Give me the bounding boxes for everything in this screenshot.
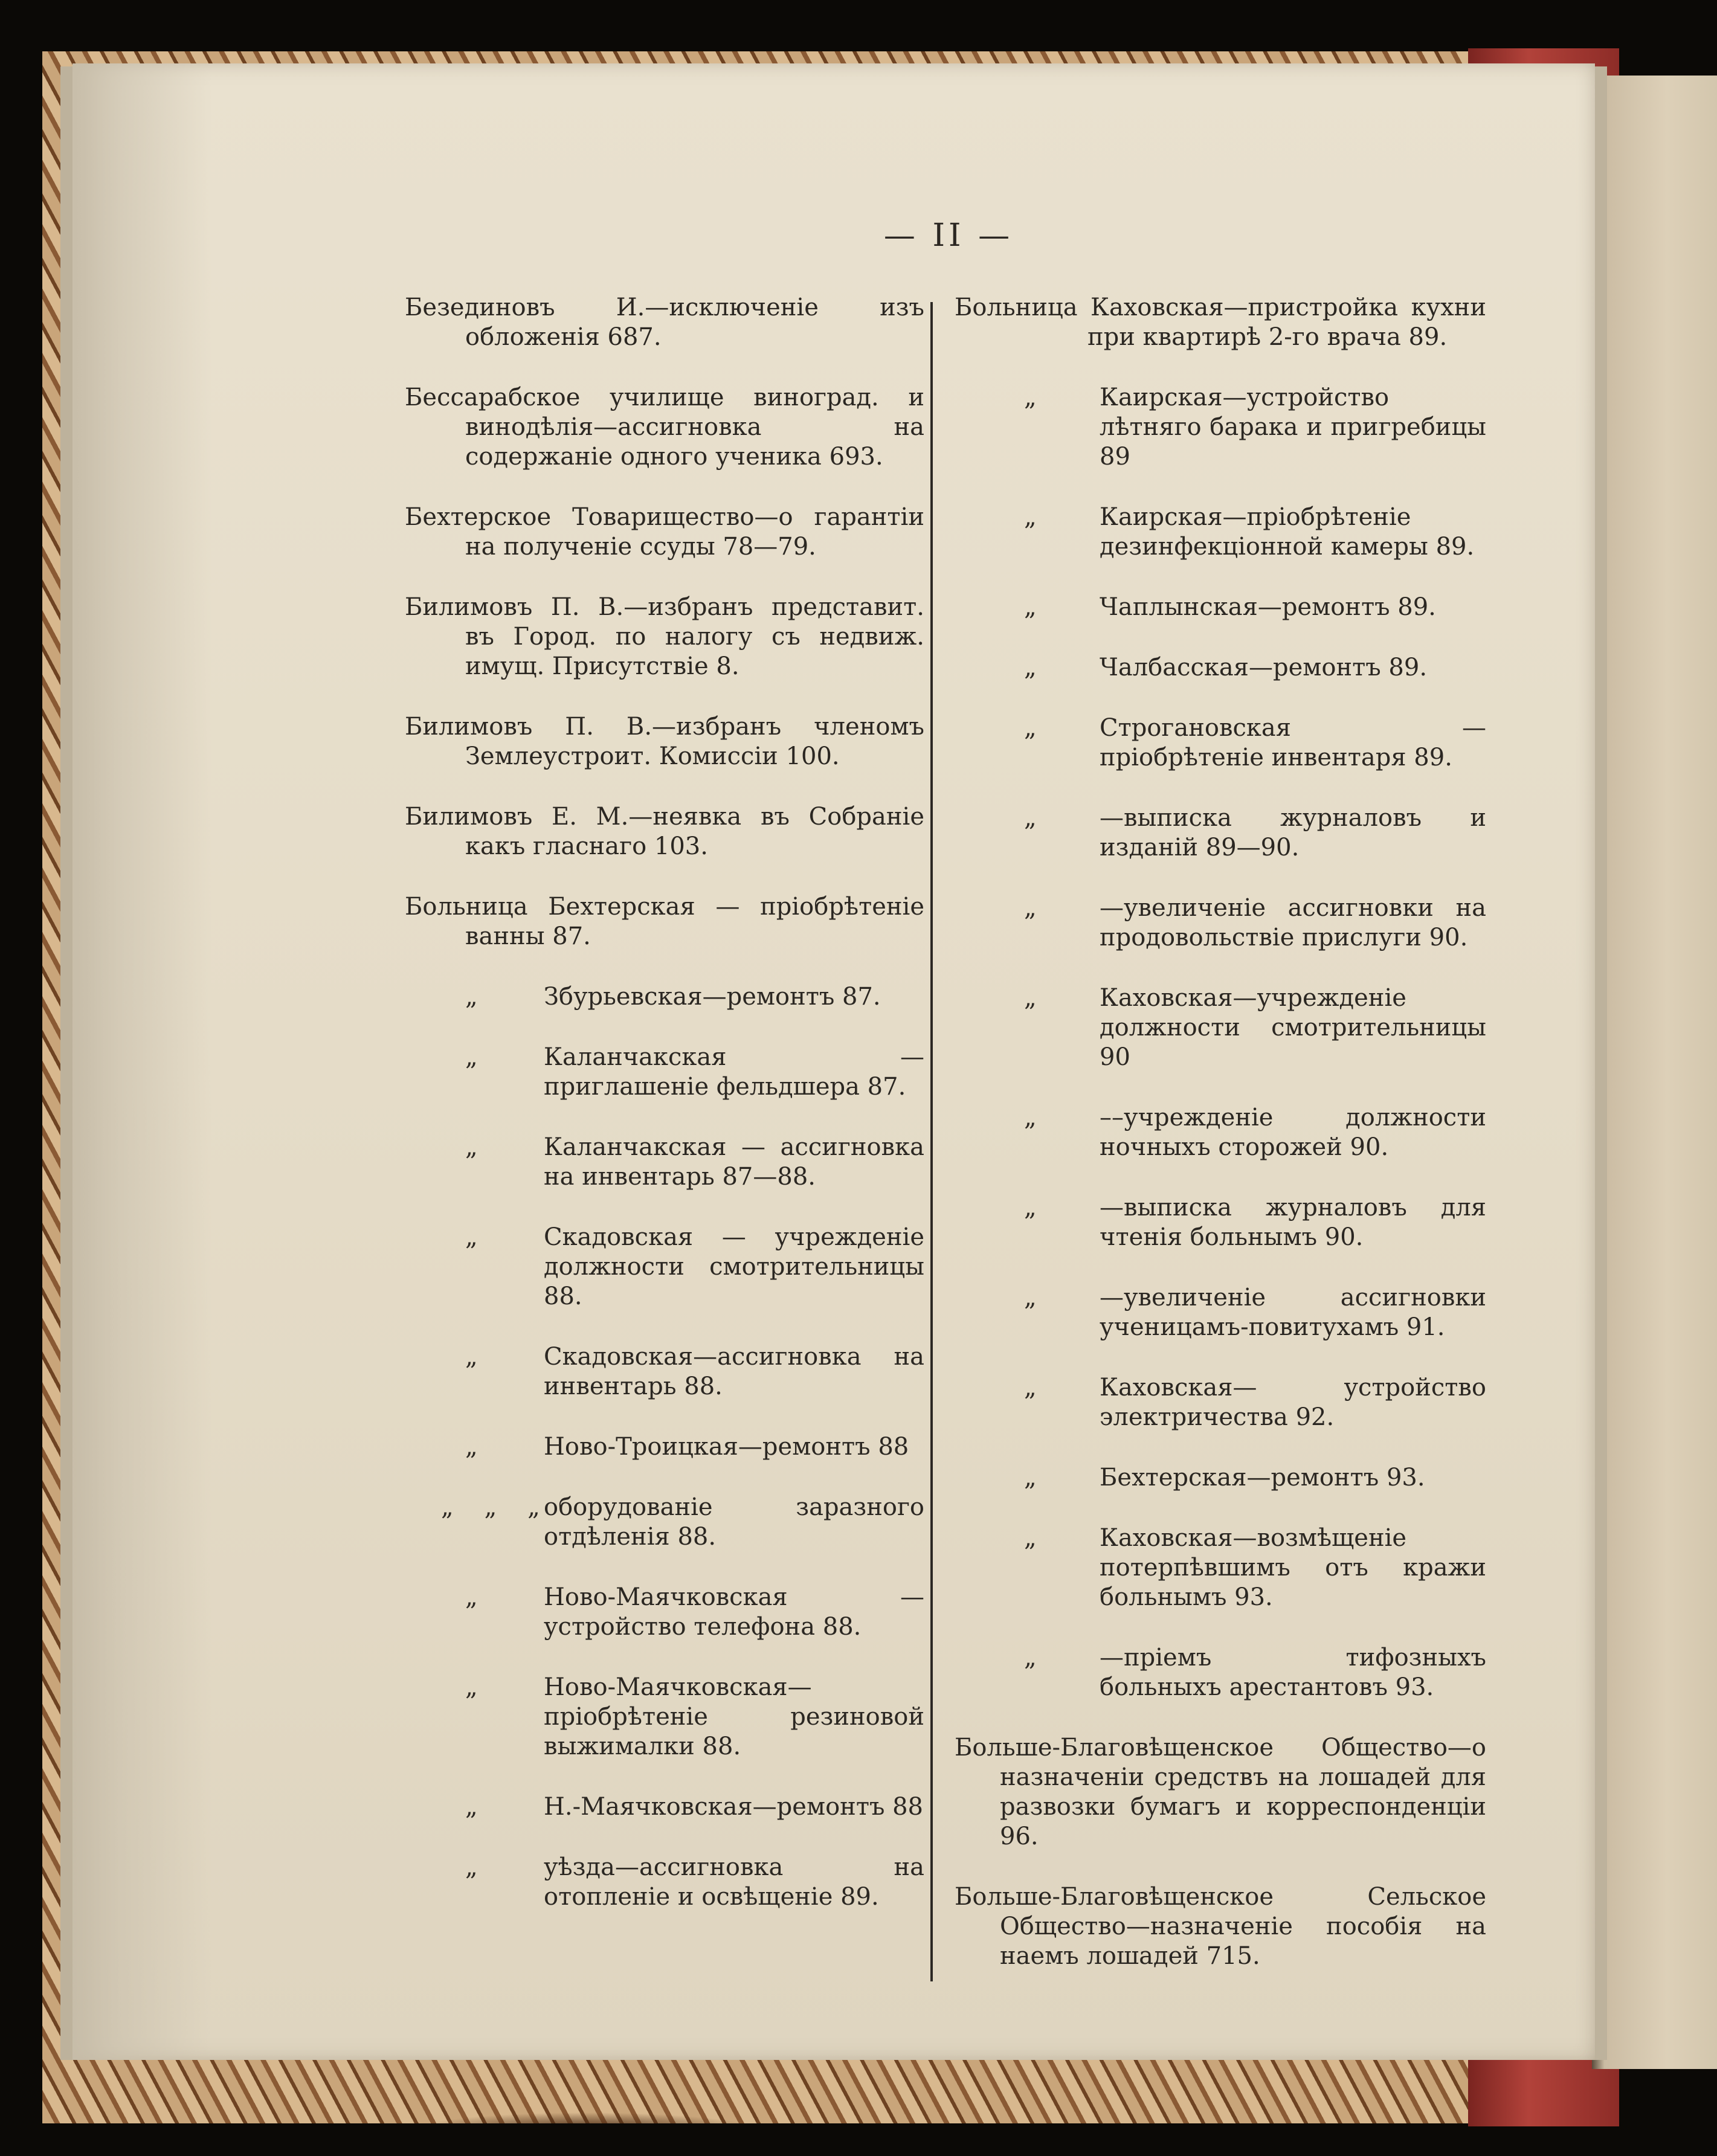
ditto-mark: „	[465, 1223, 478, 1251]
ditto-mark: „	[1024, 1374, 1037, 1401]
index-subentry	[405, 1342, 924, 1401]
index-subentry	[955, 1463, 1486, 1493]
ditto-mark: „	[1024, 1644, 1037, 1672]
index-subentry	[405, 1493, 924, 1552]
index-subentry	[955, 713, 1486, 773]
subentry-text: оборудованіе заразного отдѣленія 88.	[544, 1493, 924, 1551]
index-subentry	[405, 1853, 924, 1912]
subentry-text: Каирская—пріобрѣтеніе дезинфекціонной камеры 89.	[1100, 503, 1475, 561]
column-divider	[930, 302, 933, 1981]
ditto-mark: „	[465, 1343, 478, 1371]
subentry-text: Каховская— устройство электричества 92.	[1100, 1374, 1486, 1431]
ditto-mark: „ „ „	[441, 1493, 540, 1521]
ditto-mark: „	[1024, 503, 1037, 531]
index-entry: Билимовъ П. В.—избранъ членомъ Землеустроит. Комиссіи 100.	[405, 713, 924, 770]
facing-page-edge	[1592, 76, 1717, 2069]
subentry-text: Скадовская—ассигновка на инвентарь 88.	[544, 1343, 924, 1400]
ditto-mark: „	[465, 1793, 478, 1821]
subentry-text: —пріемъ тифозныхъ больныхъ арестантовъ 93.	[1100, 1644, 1486, 1701]
index-subentry	[955, 893, 1486, 953]
index-subentry	[955, 803, 1486, 863]
subentry-text: —выписка журналовъ для чтенія больнымъ 90.	[1100, 1194, 1486, 1251]
index-subentry	[405, 1043, 924, 1102]
ditto-mark: „	[1024, 1194, 1037, 1221]
index-subentry	[405, 1792, 924, 1822]
index-subentry	[955, 1103, 1486, 1162]
subentry-text: Ново-Маячковская—пріобрѣтеніе резиновой выжималки 88.	[544, 1673, 924, 1760]
index-subentry	[955, 1373, 1486, 1432]
ditto-mark: „	[1024, 1464, 1037, 1492]
index-subentry	[405, 1583, 924, 1642]
subentry-text: Каланчакская — ассигновка на инвентарь 87—88.	[544, 1133, 924, 1191]
subentry-text: Ново-Маячковская —устройство телефона 88.	[544, 1583, 924, 1641]
subentry-text: Скадовская — учрежденіе должности смотрительницы 88.	[544, 1223, 924, 1310]
ditto-mark: „	[465, 1433, 478, 1461]
index-entry: Билимовъ П. В.—избранъ представит. въ Город. по налогу съ недвиж. имущ. Присутствіе 8.	[405, 593, 924, 680]
subentry-text: ––учрежденіе должности ночныхъ сторожей 90.	[1100, 1104, 1486, 1161]
ditto-mark: „	[465, 1673, 478, 1701]
index-entry: Бехтерское Товарищество—о гарантіи на полученіе ссуды 78—79.	[405, 503, 924, 561]
page-shadow	[72, 63, 211, 2060]
left-column	[405, 293, 924, 1943]
ditto-mark: „	[465, 1853, 478, 1881]
index-subentry	[955, 1283, 1486, 1342]
subentry-text: —выписка журналовъ и изданій 89—90.	[1100, 804, 1486, 861]
ditto-mark: „	[1024, 1104, 1037, 1131]
subentry-text: Збурьевская—ремонтъ 87.	[544, 983, 881, 1011]
index-subentry	[955, 1643, 1486, 1702]
ditto-mark: „	[1024, 894, 1037, 922]
subentry-text: Бехтерская—ремонтъ 93.	[1100, 1464, 1425, 1492]
index-subentry	[405, 1223, 924, 1311]
index-subentry	[955, 1524, 1486, 1612]
subentry-text: Чаплынская—ремонтъ 89.	[1100, 593, 1436, 621]
subentry-text: Каирская—устройство лѣтняго барака и пригребицы 89	[1100, 384, 1486, 471]
index-subentry	[405, 1673, 924, 1762]
ditto-mark: „	[1024, 1524, 1037, 1552]
subentry-text: Чалбасская—ремонтъ 89.	[1100, 654, 1428, 681]
index-entry: Билимовъ Е. М.—неявка въ Собраніе какъ гласнаго 103.	[405, 803, 924, 860]
index-subentry	[955, 1193, 1486, 1252]
index-entry: Бессарабское училище виноград. и винодѣлія—ассигновка на содержаніе одного ученика 693.	[405, 384, 924, 471]
index-subentry	[955, 593, 1486, 622]
ditto-mark: „	[1024, 714, 1037, 742]
index-entry: Безединовъ И.—исключеніе изъ обложенія 687.	[405, 294, 924, 351]
subentry-text: —увеличеніе ассигновки на продовольствіе прислуги 90.	[1100, 894, 1486, 951]
ditto-mark: „	[465, 1043, 478, 1071]
index-subentry	[955, 983, 1486, 1072]
subentry-text: Каховская—возмѣщеніе потерпѣвшимъ отъ кражи больнымъ 93.	[1100, 1524, 1486, 1611]
ditto-mark: „	[1024, 804, 1037, 832]
index-subentry	[405, 1133, 924, 1192]
ditto-mark: „	[1024, 384, 1037, 411]
index-subentry	[405, 1432, 924, 1462]
index-subentry	[955, 503, 1486, 562]
index-entry: Больница Бехтерская — пріобрѣтеніе ванны 87.	[405, 893, 924, 950]
index-entry: Больше-Благовѣщенское Сельское Общество—назначеніе пособія на наемъ лошадей 715.	[955, 1883, 1486, 1970]
ditto-mark: „	[1024, 1284, 1037, 1311]
subentry-text: уѣзда—ассигновка на отопленіе и освѣщеніе 89.	[544, 1853, 924, 1911]
subentry-text: Каховская—учрежденіе должности смотрительницы 90	[1100, 984, 1486, 1071]
ditto-mark: „	[465, 1583, 478, 1611]
ditto-mark: „	[1024, 654, 1037, 681]
ditto-mark: „	[1024, 593, 1037, 621]
subentry-text: Ново-Троицкая—ремонтъ 88	[544, 1433, 909, 1461]
subentry-text: —увеличеніе ассигновки ученицамъ-повитухамъ 91.	[1100, 1284, 1486, 1341]
index-subentry	[955, 653, 1486, 683]
subentry-text: Н.-Маячковская—ремонтъ 88	[544, 1793, 924, 1821]
subentry-text: Строгановская — пріобрѣтеніе инвентаря 89.	[1100, 714, 1486, 771]
ditto-mark: „	[465, 983, 478, 1011]
ditto-mark: „	[465, 1133, 478, 1161]
index-entry: Больница Каховская—пристройка кухни при квартирѣ 2-го врача 89.	[955, 294, 1486, 351]
index-subentry	[405, 982, 924, 1012]
ditto-mark: „	[1024, 984, 1037, 1012]
subentry-text: Каланчакская — приглашеніе фельдшера 87.	[544, 1043, 924, 1101]
index-subentry	[955, 383, 1486, 472]
index-entry: Больше-Благовѣщенское Общество—о назначеніи средствъ на лошадей для развозки бумагъ и корреспонденціи 96.	[955, 1734, 1486, 1850]
page-number: — II —	[883, 217, 1014, 254]
right-column	[955, 293, 1486, 2002]
